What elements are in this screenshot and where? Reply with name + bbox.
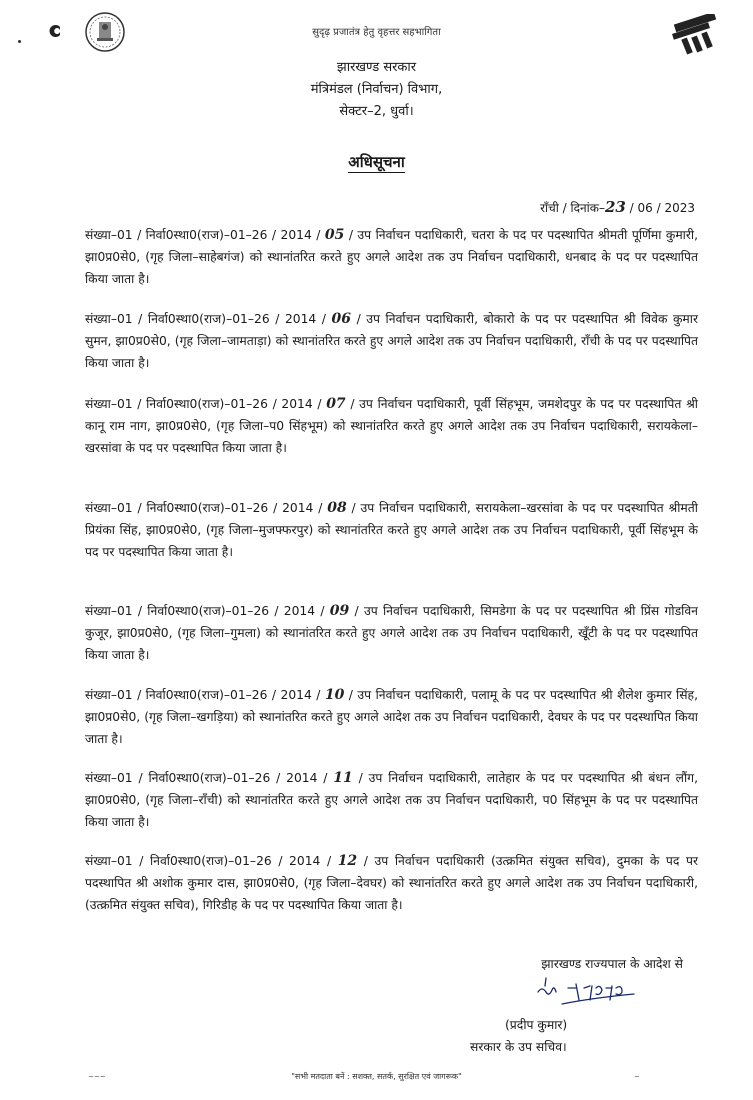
- date-prefix: राँची / दिनांक–: [540, 201, 605, 215]
- order-number: 08: [327, 500, 347, 516]
- date-day: 23: [604, 198, 626, 216]
- order-text: / उप निर्वाचन पदाधिकारी (उत्क्रमित संयुक्त सचिव), दुमका के पद पर पदस्थापित श्री अशोक कुमार दास, झा0प्र0से0, (गृह जिला–देवघर) को स्थानांतरित करते हुए अगले आदेश तक उप निर्वाचन पदाधिकारी, (उत्क्रमित संयुक्त सचिव), गिरिडीह के पद पर पदस्थापित किया जाता है।: [85, 854, 698, 912]
- order-paragraph: [85, 393, 698, 459]
- order-text: / उप निर्वाचन पदाधिकारी, पूर्वी सिंहभूम, जमशेदपुर के पद पर पदस्थापित श्री कानू राम नाग, झा0प्र0से0, (गृह जिला–प0 सिंहभूम) को स्थानांतरित करते हुए अगले आदेश तक उप निर्वाचन पदाधिकारी, सरायकेला–खरसांवा के पद पर पदस्थापित किया जाता है।: [85, 397, 698, 455]
- order-ref: संख्या–01 / निर्वा0स्था0(राज)–01–26 / 2014 /: [85, 397, 327, 411]
- order-ref: संख्या–01 / निर्वा0स्था0(राज)–01–26 / 2014 /: [85, 604, 330, 618]
- order-number: 10: [324, 687, 345, 703]
- order-paragraph: [85, 850, 698, 916]
- order-ref: संख्या–01 / निर्वा0स्था0(राज)–01–26 / 2014 /: [85, 501, 328, 515]
- order-ref: संख्या–01 / निर्वा0स्था0(राज)–01–26 / 2014 /: [85, 228, 325, 242]
- order-paragraph: [85, 684, 698, 750]
- order-number: 07: [326, 396, 346, 412]
- order-ref: संख्या–01 / निर्वा0स्था0(राज)–01–26 / 2014 /: [85, 312, 332, 326]
- order-number: 06: [331, 311, 351, 327]
- order-paragraph: [85, 497, 698, 563]
- margin-dot: [18, 40, 21, 43]
- signatory-name: (प्रदीप कुमार): [505, 1018, 568, 1032]
- order-paragraph: [85, 224, 698, 290]
- order-number: 09: [329, 603, 350, 619]
- order-number: 12: [337, 853, 358, 869]
- handwritten-signature-icon: [528, 974, 638, 1018]
- order-text: / उप निर्वाचन पदाधिकारी, लातेहार के पद पर पदस्थापित श्री बंधन लौंग, झा0प्र0से0, (गृह जिला–राँची) को स्थानांतरित करते हुए अगले आदेश तक उप निर्वाचन पदाधिकारी, प0 सिंहभूम के पद पर पदस्थापित किया जाता है।: [85, 771, 698, 829]
- order-number: 11: [333, 770, 353, 786]
- footer-mark: ~: [634, 1073, 640, 1081]
- governor-order-line: झारखण्ड राज्यपाल के आदेश से: [541, 957, 683, 971]
- date-line: [540, 198, 695, 216]
- order-text: / उप निर्वाचन पदाधिकारी, चतरा के पद पर पदस्थापित श्रीमती पूर्णिमा कुमारी, झा0प्र0से0, (गृह जिला–साहेबगंज) को स्थानांतरित करते हुए अगले आदेश तक उप निर्वाचन पदाधिकारी, धनबाद के पद पर पदस्थापित किया जाता है।: [85, 228, 698, 286]
- election-commission-logo-icon: [666, 14, 724, 56]
- order-paragraph: [85, 767, 698, 833]
- order-text: / उप निर्वाचन पदाधिकारी, बोकारो के पद पर पदस्थापित श्री विवेक कुमार सुमन, झा0प्र0से0, (गृह जिला–जामताड़ा) को स्थानांतरित करते हुए अगले आदेश तक उप निर्वाचन पदाधिकारी, राँची के पद पर पदस्थापित किया जाता है।: [85, 312, 698, 370]
- order-text: / उप निर्वाचन पदाधिकारी, सिमडेगा के पद पर पदस्थापित श्री प्रिंस गोडविन कुजूर, झा0प्र0से0, (गृह जिला–गुमला) को स्थानांतरित करते हुए अगले आदेश तक उप निर्वाचन पदाधिकारी, खूँटी के पद पर पदस्थापित किया जाता है।: [85, 604, 698, 662]
- footer-page-mark: ~~~: [88, 1073, 106, 1081]
- document-title: अधिसूचना: [348, 153, 405, 171]
- order-text: / उप निर्वाचन पदाधिकारी, सरायकेला–खरसांवा के पद पर पदस्थापित श्रीमती प्रियंका सिंह, झा0प्र0से0, (गृह जिला–मुजफ्फरपुर) को स्थानांतरित करते हुए अगले आदेश तक उप निर्वाचन पदाधिकारी, पूर्वी सिंहभूम के पद पर पदस्थापित किया जाता है।: [85, 501, 698, 559]
- order-ref: संख्या–01 / निर्वा0स्था0(राज)–01–26 / 2014 /: [85, 771, 334, 785]
- order-paragraph: [85, 600, 698, 666]
- department-name: मंत्रिमंडल (निर्वाचन) विभाग,: [310, 82, 443, 97]
- order-ref: संख्या–01 / निर्वा0स्था0(राज)–01–26 / 2014 /: [85, 854, 338, 868]
- date-suffix: / 06 / 2023: [625, 201, 695, 215]
- order-number: 05: [324, 227, 345, 243]
- order-text: / उप निर्वाचन पदाधिकारी, पलामू के पद पर पदस्थापित श्री शैलेश कुमार सिंह, झा0प्र0से0, (गृह जिला–खगड़िया) को स्थानांतरित करते हुए अगले आदेश तक उप निर्वाचन पदाधिकारी, देवघर के पद पर पदस्थापित किया जाता है।: [85, 688, 698, 746]
- signatory-designation: सरकार के उप सचिव।: [470, 1040, 567, 1054]
- order-paragraph: [85, 308, 698, 374]
- footer-slogan: "सभी मतदाता बनें : सशक्त, सतर्क, सुरक्षित एवं जागरूक": [291, 1072, 462, 1081]
- department-address: सेक्टर–2, धुर्वा।: [339, 104, 414, 119]
- government-name: झारखण्ड सरकार: [336, 60, 417, 75]
- tagline: सुदृढ़ प्रजातंत्र हेतु वृहत्तर सहभागिता: [312, 27, 441, 38]
- order-ref: संख्या–01 / निर्वा0स्था0(राज)–01–26 / 2014 /: [85, 688, 325, 702]
